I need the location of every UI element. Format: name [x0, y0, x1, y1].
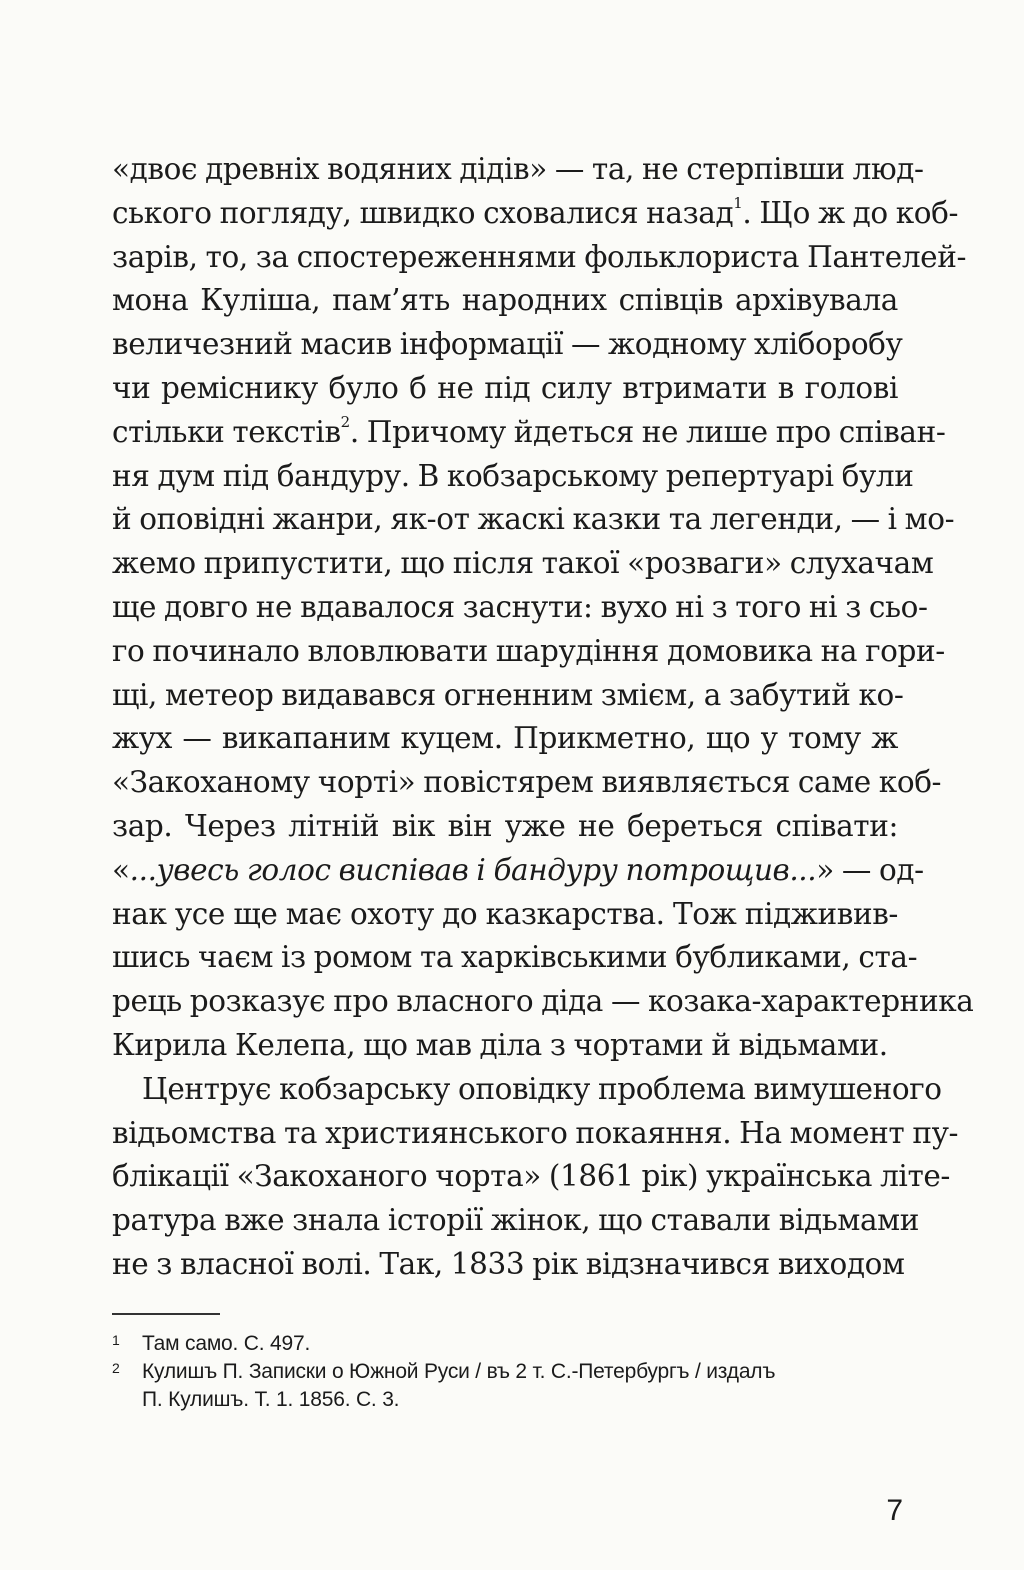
- footnote: [112, 1330, 898, 1358]
- text-segment: щі, метеор видавався огненним змієм, а забутий ко-: [112, 677, 904, 712]
- text-line: [112, 1155, 950, 1199]
- text-line: [112, 761, 942, 805]
- footnote-number: 2: [112, 1360, 120, 1376]
- text-line: [112, 192, 959, 236]
- text-segment: шись чаєм із ромом та харківськими бубликами, ста-: [112, 940, 918, 975]
- text-line: [112, 674, 904, 718]
- text-segment: нак усе ще має охоту до казкарства. Тож підживив-: [112, 896, 898, 931]
- text-line: [112, 367, 898, 411]
- footnote-text: П. Кулишъ. Т. 1. 1856. С. 3.: [142, 1388, 400, 1411]
- text-segment: зарів, то, за спостереженнями фольклориста Пантелей-: [112, 239, 967, 274]
- text-segment: відьомства та християнського покаяння. На момент пу-: [112, 1115, 959, 1150]
- text-segment: ратура вже знала історії жінок, що ставали відьмами: [112, 1203, 919, 1238]
- text-line: [112, 1112, 959, 1156]
- text-segment: й оповідні жанри, як-от жаскі казки та легенди, — і мо-: [112, 502, 955, 537]
- text-line: [112, 936, 918, 980]
- text-segment: «Закоханому чорті» повістярем виявляється саме коб-: [112, 765, 942, 800]
- text-segment: ського погляду, швидко сховалися назад: [112, 195, 734, 230]
- text-segment: чи реміснику було б не під силу втримати в голові: [112, 370, 898, 405]
- text-segment: мона Куліша, пам’ять народних співців архівувала: [112, 283, 898, 318]
- footnote: [112, 1358, 898, 1414]
- text-line: [112, 717, 898, 761]
- text-line: [112, 849, 924, 893]
- text-segment: величезний масив інформації — жодному хліборобу: [112, 327, 903, 362]
- text-line: [112, 323, 903, 367]
- text-segment: Центрує кобзарську оповідку проблема вимушеного: [142, 1071, 942, 1106]
- text-line: [112, 893, 898, 937]
- text-line: [112, 236, 967, 280]
- text-segment: «: [112, 852, 130, 887]
- main-text: [112, 148, 974, 1287]
- text-line: [112, 1024, 898, 1068]
- page-number: 7: [886, 1494, 903, 1527]
- text-segment: блікації «Закоханого чорта» (1861 рік) українська літе-: [112, 1159, 950, 1194]
- footnote-separator: [112, 1313, 220, 1315]
- text-line: [112, 586, 928, 630]
- footnote-text: Кулишъ П. Записки о Южной Руси / въ 2 т. С.-Петербургъ / издалъ: [142, 1360, 776, 1383]
- text-line: [112, 498, 955, 542]
- text-segment: не з власної волі. Так, 1833 рік відзначився виходом: [112, 1246, 905, 1281]
- text-segment: рець розказує про власного діда — козака-характерника: [112, 984, 974, 1019]
- text-line: [112, 1068, 942, 1112]
- text-segment: ня дум під бандуру. В кобзарському репертуарі були: [112, 458, 914, 493]
- text-segment: «двоє древніх водяних дідів» — та, не стерпівши люд-: [112, 152, 924, 186]
- text-line: [112, 805, 898, 849]
- text-line: [112, 455, 914, 499]
- text-line: [112, 542, 934, 586]
- text-segment: Кирила Келепа, що мав діла з чортами й відьмами.: [112, 1027, 888, 1062]
- italic-quote: ...увесь голос виспівав і бандуру потрощив...: [129, 852, 817, 887]
- text-segment: . Що ж до коб-: [742, 195, 959, 230]
- text-segment: . Причому йдеться не лише про співан-: [349, 414, 946, 449]
- footnote-text: Там само. С. 497.: [142, 1332, 311, 1355]
- text-segment: жух — викапаним куцем. Прикметно, що у тому ж: [112, 721, 898, 756]
- text-line: [112, 148, 924, 192]
- footnote-ref: 2: [340, 412, 350, 431]
- text-segment: жемо припустити, що після такої «розваги» слухачам: [112, 546, 934, 581]
- footnote-number: 1: [112, 1332, 120, 1348]
- text-line: [112, 630, 945, 674]
- text-line: [112, 1199, 919, 1243]
- text-segment: ще довго не вдавалося заснути: вухо ні з того ні з сьо-: [112, 589, 928, 624]
- text-segment: стільки текстів: [112, 414, 341, 449]
- text-segment: зар. Через літній вік він уже не береться співати:: [112, 808, 898, 843]
- text-line: [112, 1243, 905, 1287]
- text-segment: » — од-: [816, 852, 924, 887]
- footnote-ref: 1: [733, 193, 743, 212]
- text-line: [112, 411, 946, 455]
- text-segment: го починало вловлювати шарудіння домовика на гори-: [112, 633, 945, 668]
- footnotes: [112, 1330, 898, 1414]
- text-line: [112, 279, 898, 323]
- text-line: [112, 980, 974, 1024]
